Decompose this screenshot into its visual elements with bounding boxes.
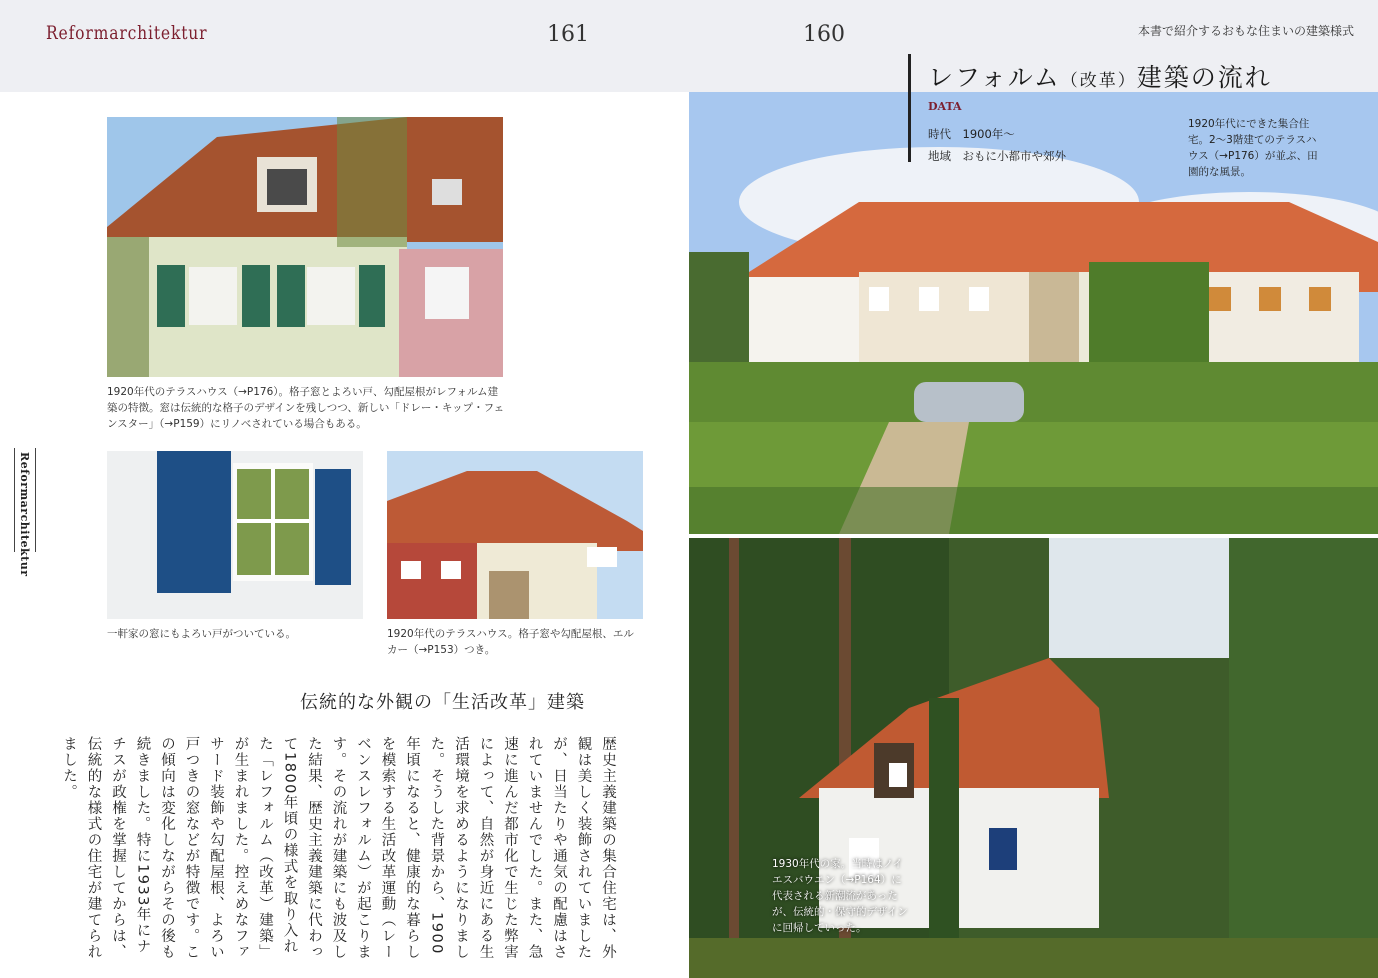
- brand-title: Reformarchitektur: [46, 22, 208, 44]
- caption-photo-2: 一軒家の窓にもよろい戸がついている。: [107, 628, 296, 640]
- caption-photo-5: 1930年代の家。当時はノイエスバウエン（→P164）に代表される新潮流があったが、伝統的・保守的デザインに回帰していった。: [772, 858, 908, 934]
- page-number-right: 160: [803, 22, 845, 47]
- caption-photo-4: 1920年代にできた集合住宅。2～3階建てのテラスハウス（→P176）が並ぶ、田園的な風景。: [1188, 118, 1318, 178]
- caption-photo-1: 1920年代のテラスハウス（→P176）。格子窓とよろい戸、勾配屋根がレフォルム建築の特徴。窓は伝統的な格子のデザインを残しつつ、新しい「ドレー・キップ・フェンスター」（→P159）にリノベされている場合もある。: [107, 386, 505, 430]
- section-heading: 伝統的な外観の「生活改革」建築: [300, 692, 585, 713]
- side-tab: Reformarchitektur: [14, 448, 36, 552]
- data-era: 時代 1900年～: [928, 127, 1015, 141]
- page-title: レフォルム（改革）建築の流れ: [928, 63, 1272, 92]
- photo-terrace-house: [107, 117, 503, 377]
- photo-shutters: [107, 451, 363, 619]
- data-label: DATA: [928, 100, 962, 113]
- caption-photo-3: 1920年代のテラスハウス。格子窓や勾配屋根、エルカー（→P153）つき。: [387, 628, 634, 656]
- data-region: 地域 おもに小都市や郊外: [928, 149, 1066, 163]
- page-number-left: 161: [547, 22, 589, 47]
- body-text: 歴史主義建築の集合住宅は、外観は美しく装飾されていましたが、日当たりや通気の配慮はされていませんでした。また、急速に進んだ都市化で生じた弊害によって、自然が身近にある生活環境を求めるようになりました。そうした背景から、1900年頃になると、健康的な暮らしを模索する生活改革運動（レーベンスレフォルム）が起こります。その流れが建築にも波及した結果、歴史主義建築に代わって1800年頃の様式を取り入れた「レフォルム（改革）建築」が生まれました。控えめなファサード装飾や勾配屋根、よろい戸つきの窓などが特徴です。この傾向は変化しながらその後も続きました。特に1933年にナチスが政権を掌握してからは、伝統的な様式の住宅が建てられました。: [61, 736, 616, 960]
- section-title: 本書で紹介するおもな住まいの建築様式: [1137, 24, 1354, 38]
- title-bar: [908, 54, 911, 162]
- photo-red-terrace: [387, 451, 643, 619]
